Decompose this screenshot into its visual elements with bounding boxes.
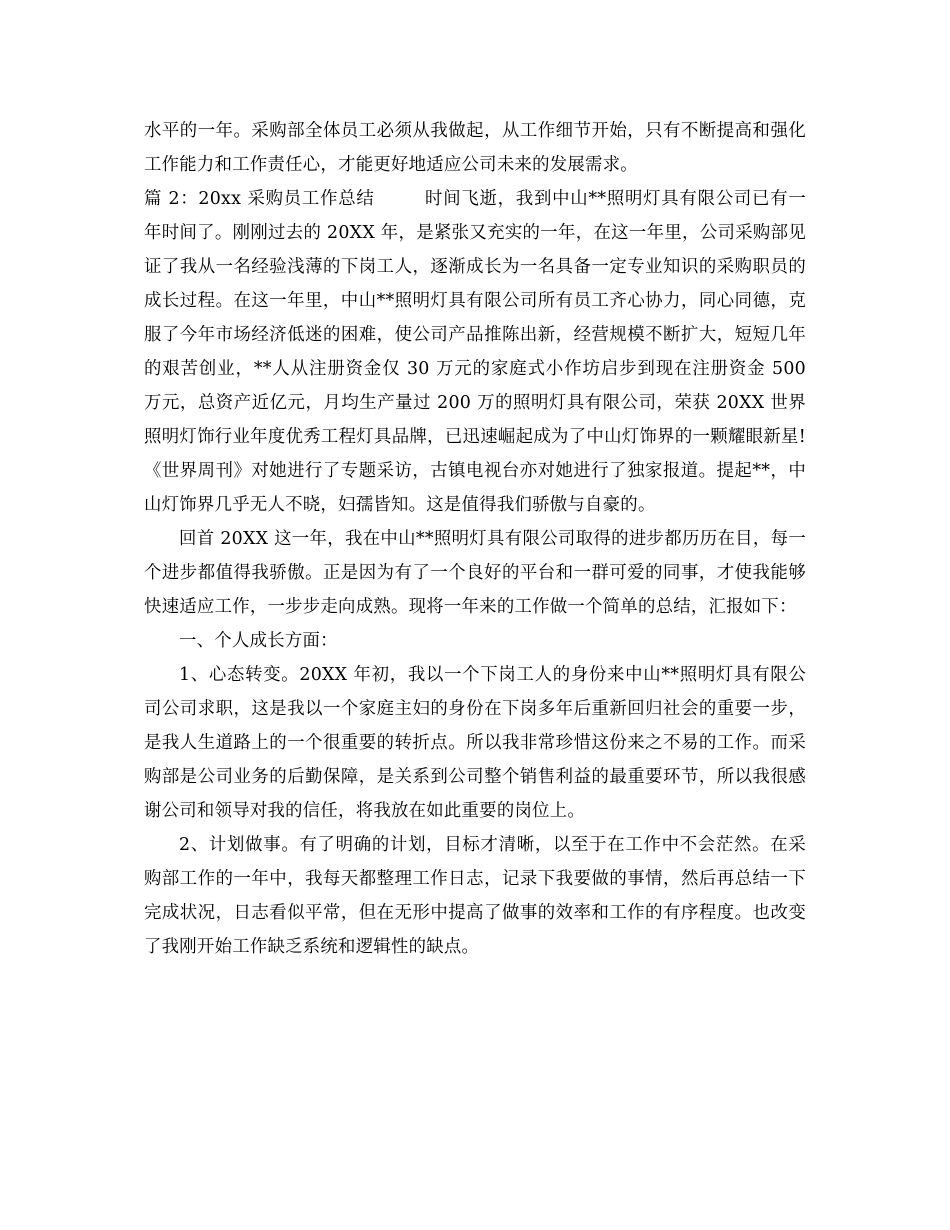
document-body (144, 114, 806, 964)
paragraph-item-2-planning: 2、计划做事。有了明确的计划，目标才清晰，以至于在工作中不会茫然。在采购部工作的一年中，我每天都整理工作日志，记录下我要做的事情，然后再总结一下完成状况，日志看似平常，但在无形中提高了做事的效率和工作的有序程度。也改变了我刚开始工作缺乏系统和逻辑性的缺点。 (144, 835, 806, 957)
paragraph-section-2 (144, 182, 806, 522)
paragraph-intro-continuation: 水平的一年。采购部全体员工必须从我做起，从工作细节开始，只有不断提高和强化工作能力和工作责任心，才能更好地适应公司未来的发展需求。 (144, 121, 806, 175)
section-heading: 篇 2：20xx 采购员工作总结 (144, 189, 375, 209)
section-body-text: 时间飞逝，我到中山**照明灯具有限公司已有一年时间了。刚刚过去的 20XX 年，是紧张又充实的一年，在这一年里，公司采购部见证了我从一名经验浅薄的下岗工人，逐渐成长为一名具备一定专业知识的采购职员的成长过程。在这一年里，中山**照明灯具有限公司所有员工齐心协力，同心同德，克服了今年市场经济低迷的困难，使公司产品推陈出新，经营规模不断扩大，短短几年的艰苦创业，**人从注册资金仅 30 万元的家庭式小作坊启步到现在注册资金 500 万元，总资产近亿元，月均生产量过 200 万的照明灯具有限公司，荣获 20XX 世界照明灯饰行业年度优秀工程灯具品牌，已迅速崛起成为了中山灯饰界的一颗耀眼新星!《世界周刊》对她进行了专题采访，古镇电视台亦对她进行了独家报道。提起**，中山灯饰界几乎无人不晓，妇孺皆知。这是值得我们骄傲与自豪的。 (144, 189, 806, 515)
paragraph-item-1-mindset: 1、心态转变。20XX 年初，我以一个下岗工人的身份来中山**照明灯具有限公司公司求职，这是我以一个家庭主妇的身份在下岗多年后重新回归社会的重要一步，是我人生道路上的一个很重要的转折点。所以我非常珍惜这份来之不易的工作。而采购部是公司业务的后勤保障，是关系到公司整个销售利益的最重要环节，所以我很感谢公司和领导对我的信任，将我放在如此重要的岗位上。 (144, 665, 806, 821)
subheading-personal-growth: 一、个人成长方面： (179, 631, 338, 651)
paragraph-review: 回首 20XX 这一年，我在中山**照明灯具有限公司取得的进步都历历在目，每一个进步都值得我骄傲。正是因为有了一个良好的平台和一群可爱的同事，才使我能够快速适应工作，一步步走向成熟。现将一年来的工作做一个简单的总结，汇报如下： (144, 529, 806, 617)
